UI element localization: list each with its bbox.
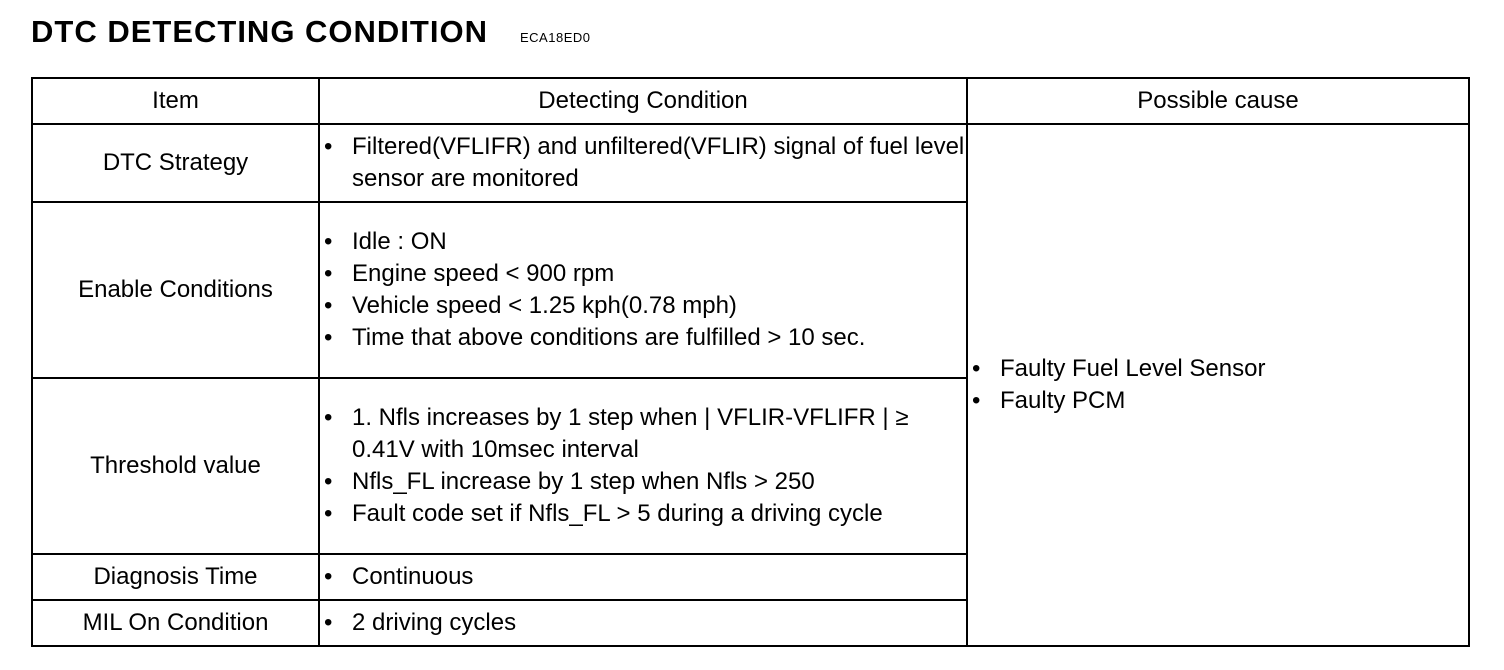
condition-cell [319,554,967,600]
table-header-row [32,78,1469,124]
header-detecting-condition: Detecting Condition [319,78,967,124]
condition-item: • Continuous [320,561,966,593]
condition-item: • 1. Nfls increases by 1 step when | VFLIR-VFLIFR | ≥ 0.41V with 10msec interval [320,402,966,466]
cause-item: • Faulty PCM [968,385,1468,417]
condition-item: • Fault code set if Nfls_FL > 5 during a driving cycle [320,498,966,530]
condition-list [320,131,966,195]
page-title: DTC DETECTING CONDITION [31,14,488,49]
item-cell: MIL On Condition [32,600,319,646]
condition-list [320,561,966,593]
condition-item: • Filtered(VFLIFR) and unfiltered(VFLIR) signal of fuel level sensor are monitored [320,131,966,195]
condition-item: • Vehicle speed < 1.25 kph(0.78 mph) [320,290,966,322]
cause-item: • Faulty Fuel Level Sensor [968,353,1468,385]
header-item: Item [32,78,319,124]
condition-cell [319,600,967,646]
condition-item: • Time that above conditions are fulfilled > 10 sec. [320,322,966,354]
condition-cell [319,202,967,378]
page-heading [31,14,590,58]
condition-list [320,607,966,639]
item-cell: Enable Conditions [32,202,319,378]
header-possible-cause: Possible cause [967,78,1469,124]
dtc-condition-table [31,77,1470,647]
condition-list [320,226,966,354]
item-cell: DTC Strategy [32,124,319,202]
item-cell: Threshold value [32,378,319,554]
item-cell: Diagnosis Time [32,554,319,600]
condition-cell [319,378,967,554]
condition-item: • 2 driving cycles [320,607,966,639]
possible-cause-cell [967,124,1469,646]
condition-list [320,402,966,530]
condition-item: • Idle : ON [320,226,966,258]
table-row-dtc-strategy [32,124,1469,202]
cause-list [968,353,1468,417]
condition-cell [319,124,967,202]
document-code: ECA18ED0 [520,30,591,45]
condition-item: • Engine speed < 900 rpm [320,258,966,290]
condition-item: • Nfls_FL increase by 1 step when Nfls > 250 [320,466,966,498]
